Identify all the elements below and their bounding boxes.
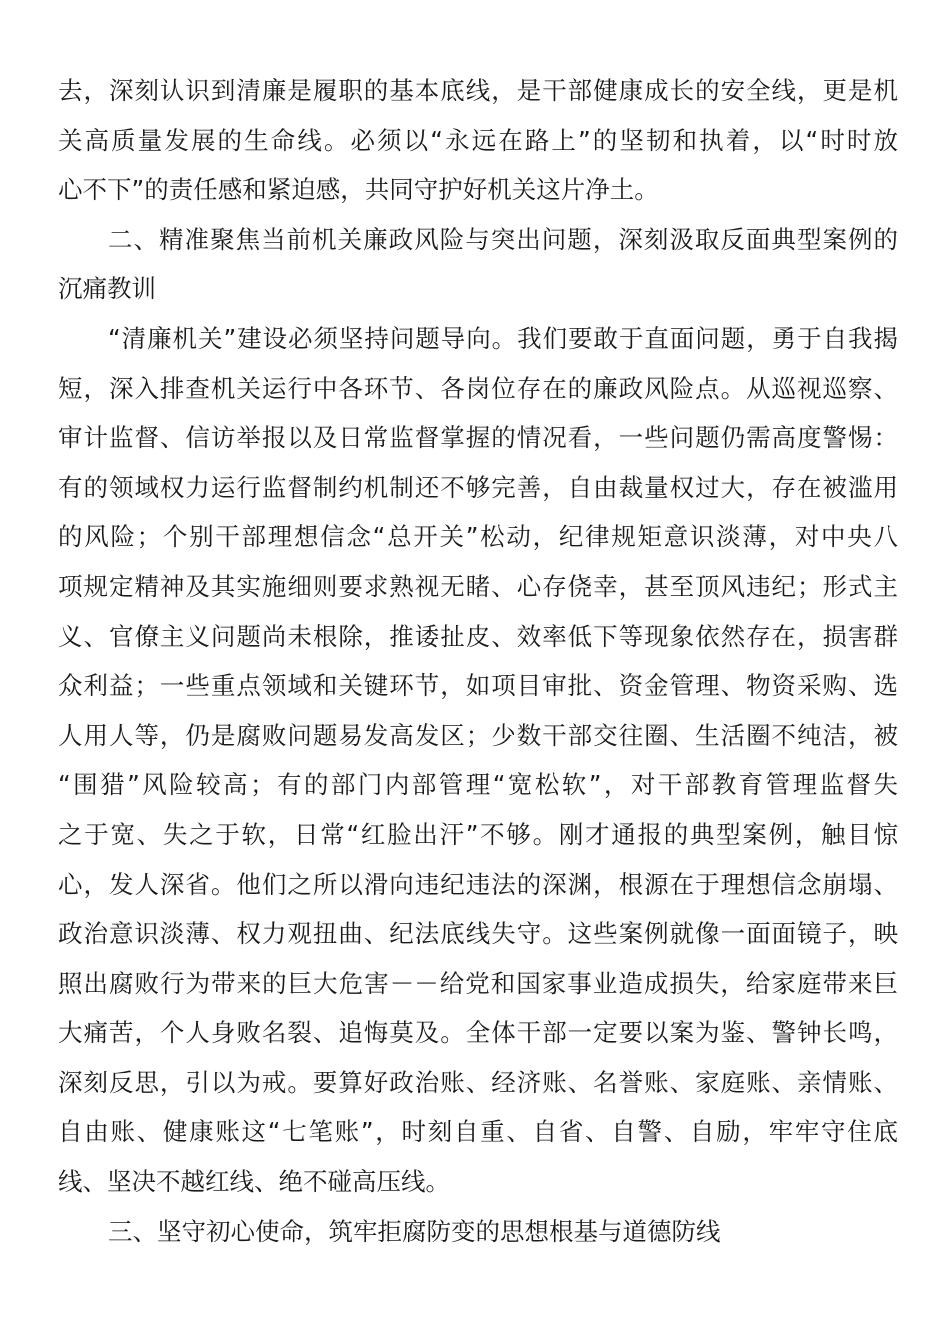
document-body <box>58 66 898 1256</box>
body-line: “围猎”风险较高；有的部门内部管理“宽松软”，对干部教育管理监督失 <box>58 770 898 800</box>
body-line: 人用人等，仍是腐败问题易发高发区；少数干部交往圈、生活圈不纯洁，被 <box>58 720 898 750</box>
body-line: 的风险；个别干部理想信念“总开关”松动，纪律规矩意识淡薄，对中央八 <box>58 522 898 552</box>
section-heading-two: 二、精准聚焦当前机关廉政风险与突出问题，深刻汲取反面典型案例的 <box>108 224 898 254</box>
body-line: “清廉机关”建设必须坚持问题导向。我们要敢于直面问题，勇于自我揭 <box>108 323 898 353</box>
body-line: 线、坚决不越红线、绝不碰高压线。 <box>58 1167 450 1197</box>
body-line: 政治意识淡薄、权力观扭曲、纪法底线失守。这些案例就像一面面镜子，映 <box>58 919 898 949</box>
body-line: 心不下”的责任感和紧迫感，共同守护好机关这片净土。 <box>58 175 659 205</box>
body-line: 去，深刻认识到清廉是履职的基本底线，是干部健康成长的安全线，更是机 <box>58 76 898 105</box>
body-line: 大痛苦，个人身败名裂、追悔莫及。全体干部一定要以案为鉴、警钟长鸣， <box>58 1018 898 1048</box>
body-line: 心，发人深省。他们之所以滑向违纪违法的深渊，根源在于理想信念崩塌、 <box>58 869 898 899</box>
body-line: 短，深入排查机关运行中各环节、各岗位存在的廉政风险点。从巡视巡察、 <box>58 373 898 403</box>
body-line: 审计监督、信访举报以及日常监督掌握的情况看，一些问题仍需高度警惕： <box>58 423 898 453</box>
body-line: 之于宽、失之于软，日常“红脸出汗”不够。刚才通报的典型案例，触目惊 <box>58 819 898 849</box>
section-heading-two-continued: 沉痛教训 <box>58 274 156 304</box>
body-line: 关高质量发展的生命线。必须以“永远在路上”的坚韧和执着，以“时时放 <box>58 125 898 155</box>
body-line: 深刻反思，引以为戒。要算好政治账、经济账、名誉账、家庭账、亲情账、 <box>58 1067 898 1097</box>
body-line: 照出腐败行为带来的巨大危害－－给党和国家事业造成损失，给家庭带来巨 <box>58 968 898 998</box>
body-line: 有的领域权力运行监督制约机制还不够完善，自由裁量权过大，存在被滥用 <box>58 472 898 502</box>
section-heading-three: 三、坚守初心使命，筑牢拒腐防变的思想根基与道德防线 <box>108 1216 721 1246</box>
body-line: 众利益；一些重点领域和关键环节，如项目审批、资金管理、物资采购、选 <box>58 671 898 701</box>
body-line: 自由账、健康账这“七笔账”，时刻自重、自省、自警、自励，牢牢守住底 <box>58 1117 898 1147</box>
body-line: 义、官僚主义问题尚未根除，推诿扯皮、效率低下等现象依然存在，损害群 <box>58 621 898 651</box>
body-line: 项规定精神及其实施细则要求熟视无睹、心存侥幸，甚至顶风违纪；形式主 <box>58 571 898 601</box>
